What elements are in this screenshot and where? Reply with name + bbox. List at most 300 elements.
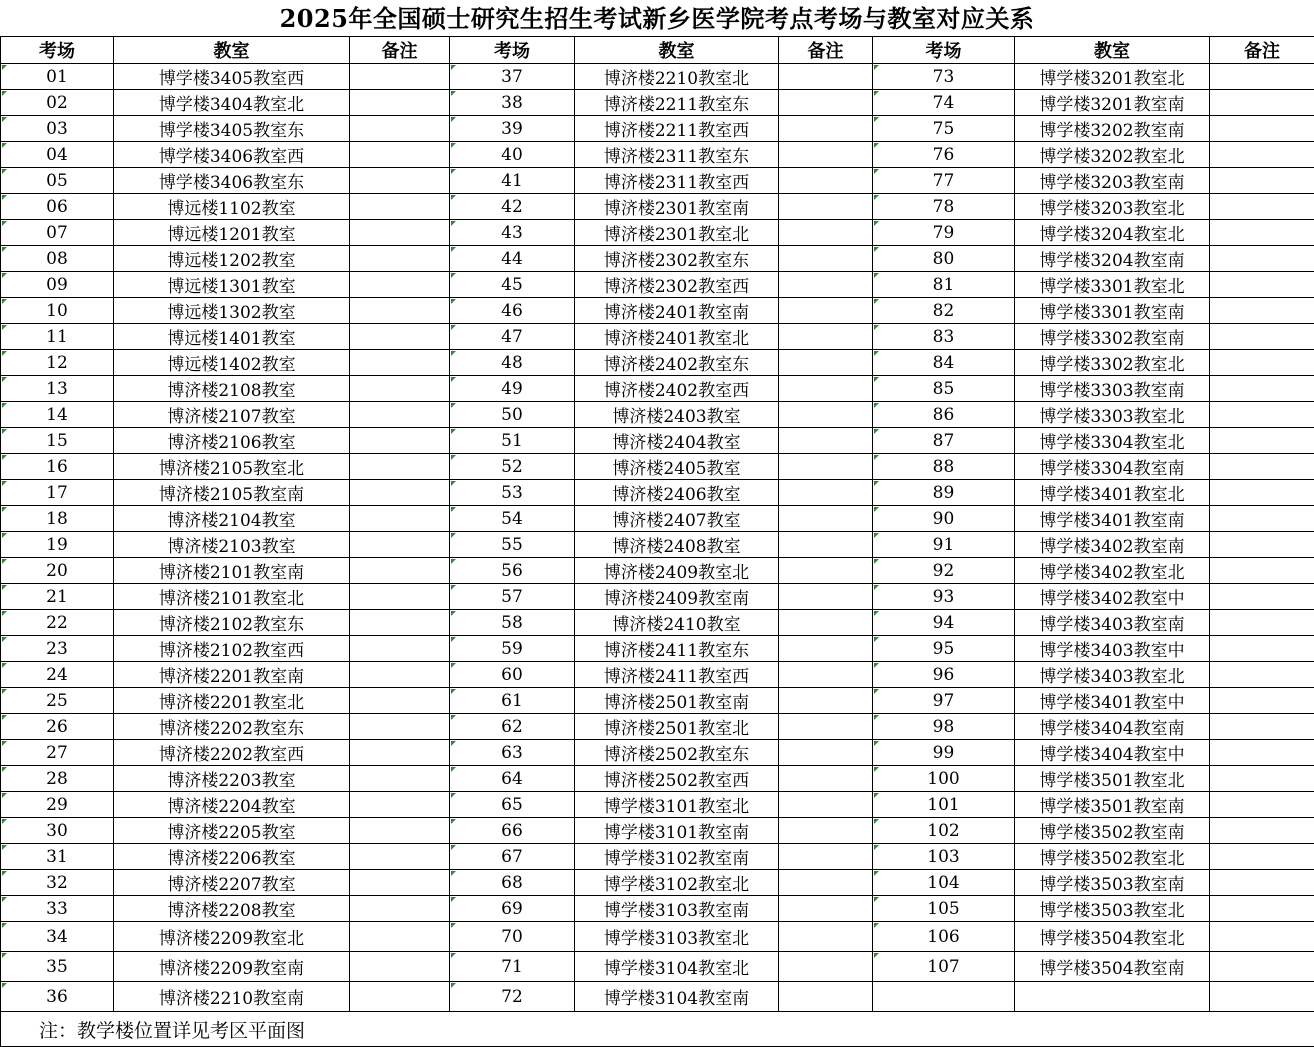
cell-classroom[interactable]: 博学楼3201教室北 [1015,64,1210,90]
cell-remark[interactable] [779,506,873,532]
cell-remark[interactable] [1210,688,1314,714]
cell-room[interactable]: 65 [450,792,575,818]
cell-remark[interactable] [350,142,450,168]
cell-classroom[interactable]: 博济楼2105教室北 [114,454,350,480]
cell-classroom[interactable] [1015,982,1210,1012]
cell-remark[interactable] [779,870,873,896]
header-cell-remark[interactable]: 备注 [779,37,873,64]
cell-classroom[interactable]: 博学楼3101教室南 [575,818,779,844]
cell-classroom[interactable]: 博济楼2406教室 [575,480,779,506]
cell-room[interactable]: 62 [450,714,575,740]
cell-remark[interactable] [779,636,873,662]
cell-room[interactable]: 92 [873,558,1015,584]
cell-remark[interactable] [1210,428,1314,454]
cell-classroom[interactable]: 博远楼1402教室 [114,350,350,376]
cell-room[interactable]: 77 [873,168,1015,194]
cell-remark[interactable] [1210,584,1314,610]
cell-classroom[interactable]: 博远楼1401教室 [114,324,350,350]
cell-room[interactable]: 30 [1,818,114,844]
cell-remark[interactable] [1210,246,1314,272]
cell-room[interactable]: 50 [450,402,575,428]
cell-room[interactable]: 91 [873,532,1015,558]
cell-room[interactable]: 76 [873,142,1015,168]
cell-room[interactable]: 39 [450,116,575,142]
cell-remark[interactable] [350,90,450,116]
cell-remark[interactable] [1210,766,1314,792]
cell-remark[interactable] [779,116,873,142]
cell-remark[interactable] [1210,272,1314,298]
cell-room[interactable]: 102 [873,818,1015,844]
cell-classroom[interactable]: 博济楼2211教室东 [575,90,779,116]
cell-classroom[interactable]: 博学楼3201教室南 [1015,90,1210,116]
header-cell-room-no[interactable]: 考场 [1,37,114,64]
cell-classroom[interactable]: 博济楼2202教室东 [114,714,350,740]
cell-remark[interactable] [350,194,450,220]
cell-room[interactable]: 106 [873,922,1015,952]
cell-remark[interactable] [1210,454,1314,480]
cell-room[interactable]: 10 [1,298,114,324]
header-cell-room-no[interactable]: 考场 [450,37,575,64]
cell-classroom[interactable]: 博济楼2410教室 [575,610,779,636]
cell-classroom[interactable]: 博学楼3104教室北 [575,952,779,982]
cell-remark[interactable] [350,220,450,246]
cell-remark[interactable] [350,818,450,844]
cell-room[interactable]: 21 [1,584,114,610]
cell-room[interactable]: 42 [450,194,575,220]
cell-classroom[interactable]: 博济楼2202教室西 [114,740,350,766]
cell-remark[interactable] [779,766,873,792]
cell-room[interactable]: 60 [450,662,575,688]
cell-room[interactable]: 100 [873,766,1015,792]
cell-classroom[interactable]: 博济楼2404教室 [575,428,779,454]
cell-remark[interactable] [350,64,450,90]
header-cell-classroom[interactable]: 教室 [114,37,350,64]
cell-room[interactable]: 63 [450,740,575,766]
cell-room[interactable]: 22 [1,610,114,636]
cell-room[interactable]: 87 [873,428,1015,454]
header-cell-classroom[interactable]: 教室 [1015,37,1210,64]
cell-remark[interactable] [350,870,450,896]
cell-remark[interactable] [779,428,873,454]
cell-room[interactable]: 36 [1,982,114,1012]
cell-remark[interactable] [779,610,873,636]
cell-classroom[interactable]: 博学楼3304教室南 [1015,454,1210,480]
cell-room[interactable]: 13 [1,376,114,402]
cell-classroom[interactable]: 博学楼3403教室中 [1015,636,1210,662]
cell-remark[interactable] [350,792,450,818]
cell-remark[interactable] [779,844,873,870]
cell-classroom[interactable]: 博学楼3401教室中 [1015,688,1210,714]
cell-classroom[interactable]: 博济楼2302教室东 [575,246,779,272]
cell-room[interactable]: 88 [873,454,1015,480]
cell-remark[interactable] [1210,402,1314,428]
cell-classroom[interactable]: 博济楼2301教室南 [575,194,779,220]
cell-remark[interactable] [779,402,873,428]
cell-classroom[interactable]: 博济楼2108教室 [114,376,350,402]
cell-room[interactable]: 41 [450,168,575,194]
cell-remark[interactable] [779,324,873,350]
cell-remark[interactable] [1210,220,1314,246]
header-cell-room-no[interactable]: 考场 [873,37,1015,64]
cell-room[interactable]: 37 [450,64,575,90]
cell-room[interactable]: 16 [1,454,114,480]
cell-classroom[interactable]: 博学楼3302教室南 [1015,324,1210,350]
cell-room[interactable]: 69 [450,896,575,922]
cell-room[interactable]: 46 [450,298,575,324]
cell-room[interactable]: 96 [873,662,1015,688]
cell-remark[interactable] [1210,636,1314,662]
cell-room[interactable]: 40 [450,142,575,168]
cell-remark[interactable] [1210,740,1314,766]
cell-room[interactable]: 56 [450,558,575,584]
cell-remark[interactable] [779,532,873,558]
cell-remark[interactable] [350,480,450,506]
cell-remark[interactable] [779,688,873,714]
cell-room[interactable]: 107 [873,952,1015,982]
cell-classroom[interactable]: 博济楼2201教室北 [114,688,350,714]
cell-room[interactable]: 74 [873,90,1015,116]
cell-room[interactable]: 48 [450,350,575,376]
cell-remark[interactable] [1210,922,1314,952]
cell-room[interactable]: 70 [450,922,575,952]
cell-remark[interactable] [350,714,450,740]
cell-room[interactable]: 64 [450,766,575,792]
cell-remark[interactable] [1210,610,1314,636]
cell-room[interactable]: 04 [1,142,114,168]
cell-remark[interactable] [779,480,873,506]
cell-classroom[interactable]: 博学楼3401教室南 [1015,506,1210,532]
cell-room[interactable]: 82 [873,298,1015,324]
cell-classroom[interactable]: 博学楼3404教室中 [1015,740,1210,766]
cell-classroom[interactable]: 博济楼2105教室南 [114,480,350,506]
cell-remark[interactable] [350,952,450,982]
cell-remark[interactable] [350,636,450,662]
cell-classroom[interactable]: 博学楼3202教室南 [1015,116,1210,142]
cell-remark[interactable] [350,740,450,766]
cell-room[interactable]: 68 [450,870,575,896]
cell-room[interactable]: 103 [873,844,1015,870]
cell-classroom[interactable]: 博远楼1201教室 [114,220,350,246]
cell-room[interactable]: 15 [1,428,114,454]
cell-remark[interactable] [350,428,450,454]
cell-room[interactable]: 43 [450,220,575,246]
cell-room[interactable]: 18 [1,506,114,532]
cell-room[interactable]: 73 [873,64,1015,90]
cell-room[interactable] [873,982,1015,1012]
cell-remark[interactable] [779,194,873,220]
cell-remark[interactable] [779,246,873,272]
cell-classroom[interactable]: 博学楼3404教室北 [114,90,350,116]
cell-room[interactable]: 34 [1,922,114,952]
cell-room[interactable]: 35 [1,952,114,982]
cell-remark[interactable] [1210,870,1314,896]
cell-room[interactable]: 32 [1,870,114,896]
cell-classroom[interactable]: 博远楼1202教室 [114,246,350,272]
cell-room[interactable]: 85 [873,376,1015,402]
cell-room[interactable]: 79 [873,220,1015,246]
cell-room[interactable]: 09 [1,272,114,298]
cell-room[interactable]: 54 [450,506,575,532]
cell-classroom[interactable]: 博济楼2405教室 [575,454,779,480]
cell-classroom[interactable]: 博学楼3502教室北 [1015,844,1210,870]
cell-classroom[interactable]: 博学楼3504教室北 [1015,922,1210,952]
cell-classroom[interactable]: 博济楼2107教室 [114,402,350,428]
cell-classroom[interactable]: 博学楼3501教室南 [1015,792,1210,818]
cell-remark[interactable] [779,168,873,194]
cell-remark[interactable] [1210,64,1314,90]
cell-remark[interactable] [350,558,450,584]
cell-classroom[interactable]: 博学楼3103教室南 [575,896,779,922]
cell-remark[interactable] [350,506,450,532]
cell-classroom[interactable]: 博学楼3402教室南 [1015,532,1210,558]
cell-classroom[interactable]: 博远楼1301教室 [114,272,350,298]
cell-room[interactable]: 11 [1,324,114,350]
cell-remark[interactable] [350,298,450,324]
cell-remark[interactable] [350,922,450,952]
cell-classroom[interactable]: 博学楼3402教室中 [1015,584,1210,610]
cell-classroom[interactable]: 博济楼2401教室北 [575,324,779,350]
cell-remark[interactable] [1210,982,1314,1012]
cell-remark[interactable] [779,220,873,246]
cell-remark[interactable] [779,818,873,844]
cell-remark[interactable] [350,610,450,636]
cell-classroom[interactable]: 博济楼2311教室西 [575,168,779,194]
cell-room[interactable]: 47 [450,324,575,350]
cell-room[interactable]: 98 [873,714,1015,740]
cell-classroom[interactable]: 博济楼2301教室北 [575,220,779,246]
cell-classroom[interactable]: 博学楼3504教室南 [1015,952,1210,982]
cell-classroom[interactable]: 博学楼3103教室北 [575,922,779,952]
cell-room[interactable]: 86 [873,402,1015,428]
cell-remark[interactable] [350,168,450,194]
cell-remark[interactable] [1210,818,1314,844]
header-cell-remark[interactable]: 备注 [1210,37,1314,64]
cell-classroom[interactable]: 博学楼3404教室南 [1015,714,1210,740]
cell-classroom[interactable]: 博济楼2407教室 [575,506,779,532]
cell-room[interactable]: 67 [450,844,575,870]
cell-classroom[interactable]: 博济楼2209教室南 [114,952,350,982]
cell-classroom[interactable]: 博济楼2102教室西 [114,636,350,662]
cell-remark[interactable] [350,766,450,792]
cell-remark[interactable] [1210,116,1314,142]
cell-room[interactable]: 94 [873,610,1015,636]
cell-room[interactable]: 53 [450,480,575,506]
cell-classroom[interactable]: 博济楼2402教室西 [575,376,779,402]
cell-remark[interactable] [350,350,450,376]
cell-room[interactable]: 06 [1,194,114,220]
cell-room[interactable]: 49 [450,376,575,402]
cell-room[interactable]: 31 [1,844,114,870]
header-cell-classroom[interactable]: 教室 [575,37,779,64]
cell-remark[interactable] [779,454,873,480]
cell-classroom[interactable]: 博济楼2501教室北 [575,714,779,740]
cell-remark[interactable] [1210,298,1314,324]
cell-room[interactable]: 57 [450,584,575,610]
cell-classroom[interactable]: 博学楼3203教室北 [1015,194,1210,220]
cell-remark[interactable] [350,402,450,428]
cell-classroom[interactable]: 博济楼2209教室北 [114,922,350,952]
cell-room[interactable]: 59 [450,636,575,662]
cell-remark[interactable] [1210,142,1314,168]
cell-classroom[interactable]: 博远楼1302教室 [114,298,350,324]
cell-remark[interactable] [350,688,450,714]
cell-classroom[interactable]: 博学楼3403教室北 [1015,662,1210,688]
cell-classroom[interactable]: 博济楼2411教室东 [575,636,779,662]
cell-room[interactable]: 58 [450,610,575,636]
cell-remark[interactable] [1210,324,1314,350]
cell-remark[interactable] [779,662,873,688]
cell-room[interactable]: 104 [873,870,1015,896]
cell-remark[interactable] [1210,532,1314,558]
cell-classroom[interactable]: 博济楼2101教室南 [114,558,350,584]
cell-classroom[interactable]: 博济楼2501教室南 [575,688,779,714]
cell-classroom[interactable]: 博学楼3402教室北 [1015,558,1210,584]
cell-classroom[interactable]: 博学楼3102教室北 [575,870,779,896]
cell-room[interactable]: 78 [873,194,1015,220]
cell-room[interactable]: 26 [1,714,114,740]
cell-remark[interactable] [779,272,873,298]
cell-classroom[interactable]: 博学楼3502教室南 [1015,818,1210,844]
cell-classroom[interactable]: 博学楼3204教室北 [1015,220,1210,246]
cell-remark[interactable] [779,714,873,740]
cell-remark[interactable] [1210,90,1314,116]
cell-classroom[interactable]: 博济楼2102教室东 [114,610,350,636]
cell-classroom[interactable]: 博学楼3101教室北 [575,792,779,818]
cell-room[interactable]: 101 [873,792,1015,818]
cell-classroom[interactable]: 博学楼3301教室南 [1015,298,1210,324]
cell-remark[interactable] [779,376,873,402]
cell-room[interactable]: 75 [873,116,1015,142]
cell-classroom[interactable]: 博济楼2502教室东 [575,740,779,766]
cell-remark[interactable] [1210,714,1314,740]
cell-room[interactable]: 28 [1,766,114,792]
cell-room[interactable]: 51 [450,428,575,454]
cell-classroom[interactable]: 博济楼2204教室 [114,792,350,818]
cell-classroom[interactable]: 博学楼3203教室南 [1015,168,1210,194]
header-cell-remark[interactable]: 备注 [350,37,450,64]
cell-remark[interactable] [1210,844,1314,870]
cell-room[interactable]: 55 [450,532,575,558]
cell-remark[interactable] [350,246,450,272]
cell-classroom[interactable]: 博济楼2408教室 [575,532,779,558]
cell-room[interactable]: 105 [873,896,1015,922]
cell-classroom[interactable]: 博学楼3104教室南 [575,982,779,1012]
cell-classroom[interactable]: 博济楼2106教室 [114,428,350,454]
cell-room[interactable]: 24 [1,662,114,688]
cell-remark[interactable] [779,896,873,922]
cell-remark[interactable] [350,376,450,402]
cell-remark[interactable] [1210,662,1314,688]
cell-room[interactable]: 45 [450,272,575,298]
cell-classroom[interactable]: 博济楼2210教室南 [114,982,350,1012]
cell-classroom[interactable]: 博学楼3503教室北 [1015,896,1210,922]
cell-classroom[interactable]: 博济楼2203教室 [114,766,350,792]
cell-room[interactable]: 05 [1,168,114,194]
cell-remark[interactable] [1210,376,1314,402]
cell-remark[interactable] [779,558,873,584]
cell-classroom[interactable]: 博学楼3401教室北 [1015,480,1210,506]
cell-classroom[interactable]: 博学楼3304教室北 [1015,428,1210,454]
cell-room[interactable]: 61 [450,688,575,714]
cell-room[interactable]: 44 [450,246,575,272]
cell-remark[interactable] [350,324,450,350]
cell-remark[interactable] [779,792,873,818]
cell-classroom[interactable]: 博济楼2409教室南 [575,584,779,610]
cell-classroom[interactable]: 博学楼3102教室南 [575,844,779,870]
cell-room[interactable]: 52 [450,454,575,480]
cell-classroom[interactable]: 博济楼2103教室 [114,532,350,558]
cell-remark[interactable] [350,454,450,480]
cell-remark[interactable] [1210,350,1314,376]
cell-room[interactable]: 33 [1,896,114,922]
cell-remark[interactable] [350,844,450,870]
cell-classroom[interactable]: 博济楼2409教室北 [575,558,779,584]
cell-classroom[interactable]: 博学楼3406教室东 [114,168,350,194]
cell-remark[interactable] [1210,168,1314,194]
cell-classroom[interactable]: 博学楼3303教室南 [1015,376,1210,402]
cell-room[interactable]: 38 [450,90,575,116]
cell-room[interactable]: 02 [1,90,114,116]
cell-room[interactable]: 14 [1,402,114,428]
cell-room[interactable]: 81 [873,272,1015,298]
cell-room[interactable]: 99 [873,740,1015,766]
cell-room[interactable]: 97 [873,688,1015,714]
cell-classroom[interactable]: 博济楼2411教室西 [575,662,779,688]
cell-classroom[interactable]: 博学楼3302教室北 [1015,350,1210,376]
cell-remark[interactable] [779,922,873,952]
cell-room[interactable]: 20 [1,558,114,584]
cell-classroom[interactable]: 博济楼2402教室东 [575,350,779,376]
cell-remark[interactable] [1210,558,1314,584]
cell-room[interactable]: 01 [1,64,114,90]
cell-classroom[interactable]: 博学楼3403教室南 [1015,610,1210,636]
cell-room[interactable]: 83 [873,324,1015,350]
cell-remark[interactable] [350,982,450,1012]
cell-remark[interactable] [779,584,873,610]
cell-room[interactable]: 17 [1,480,114,506]
cell-remark[interactable] [350,662,450,688]
cell-classroom[interactable]: 博济楼2104教室 [114,506,350,532]
cell-remark[interactable] [1210,480,1314,506]
cell-room[interactable]: 12 [1,350,114,376]
cell-remark[interactable] [350,584,450,610]
cell-room[interactable]: 08 [1,246,114,272]
cell-room[interactable]: 25 [1,688,114,714]
cell-room[interactable]: 03 [1,116,114,142]
cell-room[interactable]: 93 [873,584,1015,610]
cell-room[interactable]: 07 [1,220,114,246]
cell-classroom[interactable]: 博济楼2210教室北 [575,64,779,90]
cell-room[interactable]: 84 [873,350,1015,376]
cell-remark[interactable] [1210,194,1314,220]
cell-room[interactable]: 90 [873,506,1015,532]
cell-classroom[interactable]: 博学楼3405教室东 [114,116,350,142]
cell-remark[interactable] [1210,792,1314,818]
cell-room[interactable]: 95 [873,636,1015,662]
cell-room[interactable]: 72 [450,982,575,1012]
cell-remark[interactable] [1210,506,1314,532]
cell-classroom[interactable]: 博济楼2101教室北 [114,584,350,610]
cell-remark[interactable] [779,350,873,376]
cell-remark[interactable] [779,90,873,116]
cell-classroom[interactable]: 博远楼1102教室 [114,194,350,220]
cell-room[interactable]: 19 [1,532,114,558]
cell-room[interactable]: 27 [1,740,114,766]
cell-room[interactable]: 71 [450,952,575,982]
cell-remark[interactable] [350,532,450,558]
cell-room[interactable]: 89 [873,480,1015,506]
footnote[interactable]: 注：教学楼位置详见考区平面图 [1,1012,1314,1047]
